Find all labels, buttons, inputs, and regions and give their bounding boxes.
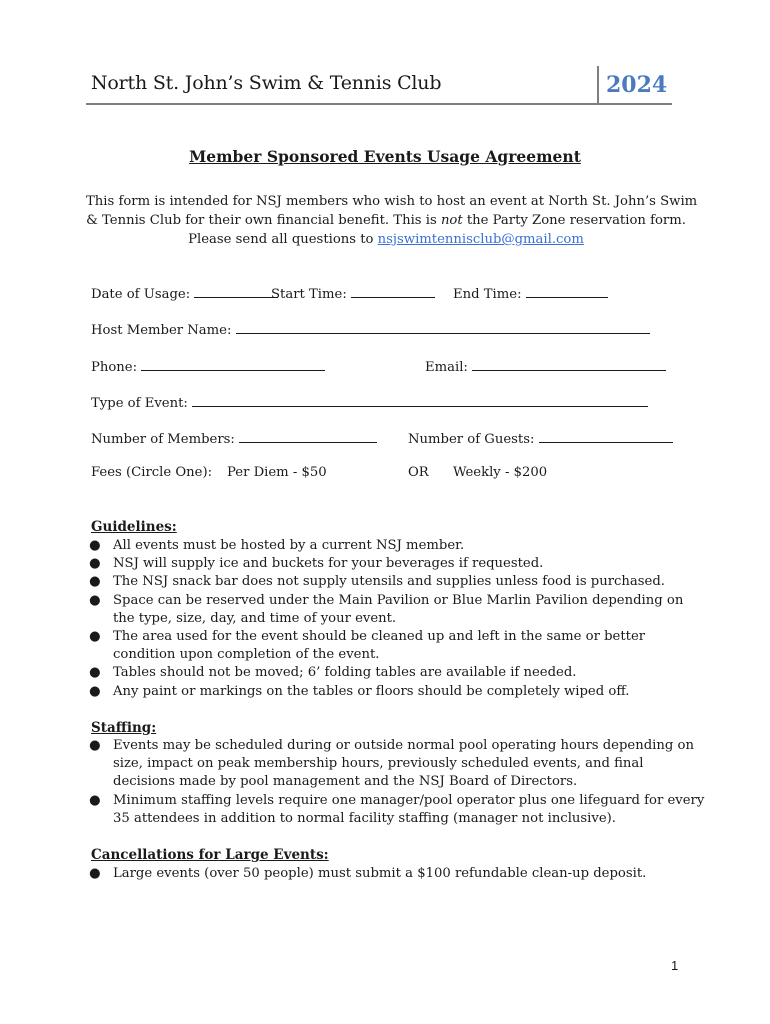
- list-item-text: Minimum staffing levels require one manager/pool operator plus one lifeguard for every 35 attendees in addition to normal facility staffing (manager not inclusive).: [113, 792, 705, 826]
- type-of-event-blank[interactable]: [192, 393, 648, 407]
- list-item-text: Tables should not be moved; 6’ folding tables are available if needed.: [113, 665, 577, 681]
- guidelines-heading: Guidelines:: [91, 519, 177, 535]
- type-of-event-label: Type of Event:: [91, 396, 188, 411]
- date-of-usage-blank[interactable]: [194, 284, 278, 298]
- header-divider-horizontal: [86, 103, 672, 105]
- list-item-text: Events may be scheduled during or outside normal pool operating hours depending on size, impact on peak membership hours, previously scheduled events, and final decisions made by pool management and the NSJ Board of Directors.: [113, 738, 694, 790]
- email-blank[interactable]: [472, 357, 666, 371]
- list-item: [89, 664, 709, 682]
- guidelines-list: [89, 537, 709, 701]
- email-label: Email:: [425, 360, 468, 375]
- number-of-guests-blank[interactable]: [539, 429, 673, 443]
- bullet-icon: ●: [89, 629, 101, 645]
- intro-questions-text: Please send all questions to: [188, 232, 378, 247]
- list-item: [89, 865, 709, 883]
- bullet-icon: ●: [89, 738, 101, 753]
- bullet-icon: ●: [89, 574, 101, 590]
- phone-field: [91, 357, 325, 375]
- intro-paragraph: [86, 192, 698, 249]
- phone-blank[interactable]: [141, 357, 325, 371]
- list-item: [89, 737, 709, 792]
- fee-option-per-diem[interactable]: Per Diem - $50: [227, 465, 327, 480]
- intro-line-2: [86, 211, 686, 230]
- host-member-name-field: [91, 320, 650, 338]
- staffing-heading: Staffing:: [91, 720, 157, 736]
- bullet-icon: ●: [89, 866, 101, 881]
- cancellations-heading: Cancellations for Large Events:: [91, 847, 329, 863]
- list-item: [89, 792, 709, 828]
- intro-line-1: This form is intended for NSJ members who wish to host an event at North St. John’s Swim: [86, 194, 698, 209]
- header-divider-vertical: [597, 66, 599, 104]
- intro-emphasis: not: [440, 213, 463, 228]
- list-item-text: The NSJ snack bar does not supply utensils and supplies unless food is purchased.: [113, 574, 665, 590]
- list-item: [89, 573, 709, 591]
- bullet-icon: ●: [89, 538, 101, 553]
- list-item: [89, 555, 709, 573]
- number-of-members-label: Number of Members:: [91, 432, 235, 447]
- page-number: 1: [671, 958, 679, 973]
- number-of-members-field: [91, 429, 377, 447]
- bullet-icon: ●: [89, 592, 101, 608]
- date-of-usage-field: [91, 284, 278, 302]
- bullet-icon: ●: [89, 792, 101, 808]
- end-time-field: [453, 284, 608, 302]
- fees-label: Fees (Circle One):: [91, 465, 213, 480]
- intro-line-2-start: & Tennis Club for their own financial benefit. This is: [86, 213, 441, 228]
- header-year: 2024: [606, 72, 668, 98]
- type-of-event-field: [91, 393, 648, 411]
- number-of-guests-label: Number of Guests:: [408, 432, 535, 447]
- fee-or-separator: OR: [408, 465, 429, 480]
- club-name: North St. John’s Swim & Tennis Club: [91, 72, 442, 94]
- bullet-icon: ●: [89, 556, 101, 572]
- fee-option-weekly[interactable]: Weekly - $200: [453, 465, 548, 480]
- contact-email-link[interactable]: nsjswimtennisclub@gmail.com: [377, 232, 584, 247]
- start-time-blank[interactable]: [351, 284, 435, 298]
- start-time-field: [271, 284, 435, 302]
- list-item-text: Any paint or markings on the tables or floors should be completely wiped off.: [113, 683, 630, 699]
- cancellations-list: [89, 865, 709, 883]
- document-title: Member Sponsored Events Usage Agreement: [189, 147, 581, 166]
- list-item-text: Space can be reserved under the Main Pavilion or Blue Marlin Pavilion depending on the type, size, day, and time of your event.: [113, 592, 684, 626]
- list-item: [89, 683, 709, 701]
- email-field: [425, 357, 666, 375]
- number-of-members-blank[interactable]: [239, 429, 377, 443]
- list-item-text: Large events (over 50 people) must submit a $100 refundable clean-up deposit.: [113, 866, 647, 881]
- bullet-icon: ●: [89, 665, 101, 681]
- host-member-name-label: Host Member Name:: [91, 323, 232, 338]
- start-time-label: Start Time:: [271, 287, 347, 302]
- staffing-list: [89, 737, 709, 828]
- end-time-label: End Time:: [453, 287, 522, 302]
- list-item-text: The area used for the event should be cleaned up and left in the same or better condition upon completion of the event.: [113, 629, 646, 663]
- list-item-text: NSJ will supply ice and buckets for your beverages if requested.: [113, 556, 544, 572]
- list-item-text: All events must be hosted by a current NSJ member.: [113, 538, 465, 553]
- host-member-name-blank[interactable]: [236, 320, 650, 334]
- list-item: [89, 537, 709, 555]
- bullet-icon: ●: [89, 683, 101, 699]
- intro-line-2-end: the Party Zone reservation form.: [462, 213, 686, 228]
- list-item: [89, 592, 709, 628]
- list-item: [89, 628, 709, 664]
- number-of-guests-field: [408, 429, 673, 447]
- end-time-blank[interactable]: [526, 284, 608, 298]
- phone-label: Phone:: [91, 360, 138, 375]
- intro-line-3: [86, 230, 686, 249]
- date-of-usage-label: Date of Usage:: [91, 287, 191, 302]
